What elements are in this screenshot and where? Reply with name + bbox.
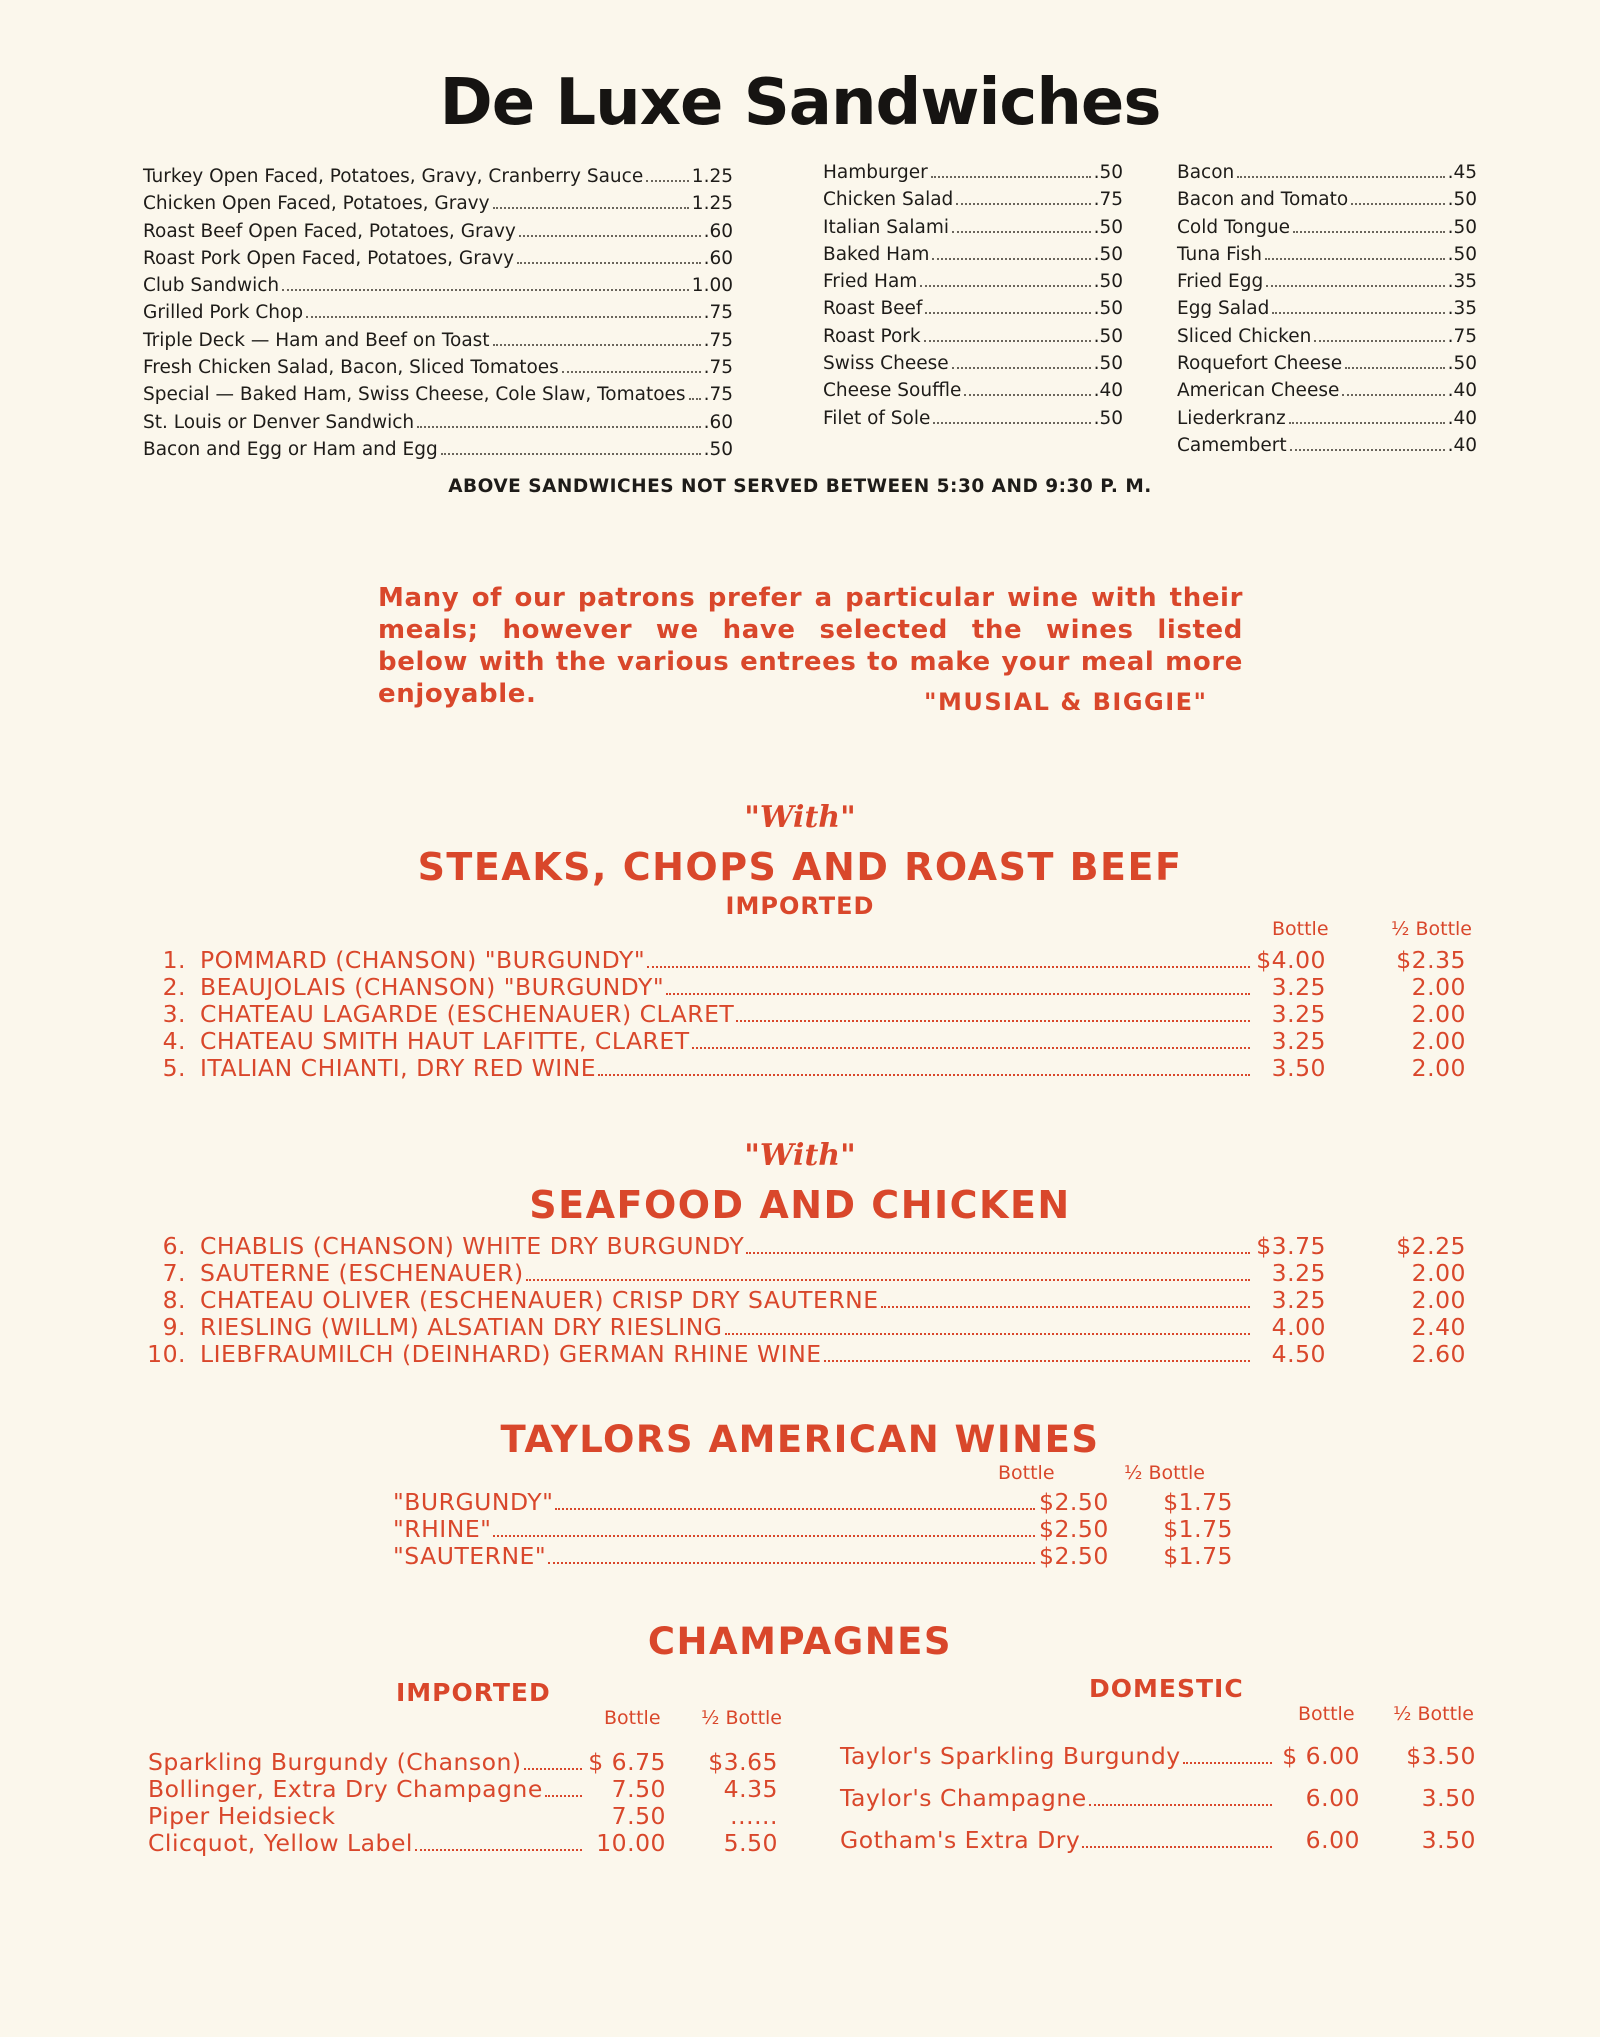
item-price: .75 [1447,325,1477,347]
bottle-price: 7.50 [611,1802,666,1830]
item-price: 1.00 [691,275,733,297]
item-price: .50 [1447,243,1477,265]
item-name: Club Sandwich [143,275,280,297]
champagne-name: Piper Heidsieck [148,1802,336,1830]
sandwich-column-3 [1177,162,1477,462]
item-name: Fried Egg [1177,271,1264,293]
wine-number: 5. [162,1054,186,1082]
with-heading: "With" [744,1138,856,1173]
item-name: Swiss Cheese [823,353,949,375]
item-name: Fried Ham [823,271,918,293]
wine-row [146,1286,1466,1313]
leader-dots [526,1279,1250,1281]
item-price: .50 [1093,162,1123,183]
item-price: .40 [1093,380,1123,402]
item-price: .75 [1093,189,1123,211]
item-price: .50 [1447,189,1477,211]
item-price: .75 [703,329,733,351]
item-price: 1.25 [691,193,733,215]
half-bottle-price: 3.50 [1421,1826,1476,1854]
champagne-row [148,1775,778,1802]
list-item [1177,162,1477,189]
wine-name: CHATEAU LAGARDE (ESCHENAUER) CLARET [200,1000,735,1028]
half-bottle-price: 2.00 [1411,1286,1466,1314]
leader-dots [493,1535,1035,1537]
leader-dots [1289,422,1445,424]
wine-row [146,973,1466,1000]
list-item [1177,353,1477,380]
bottle-price: 3.25 [1271,1027,1326,1055]
item-price: .75 [703,384,733,406]
wine-row [146,1027,1466,1054]
wine-number: 4. [162,1027,186,1055]
half-bottle-price: $2.25 [1396,1232,1466,1260]
item-name: Triple Deck — Ham and Beef on Toast [143,329,490,351]
leader-dots [306,316,700,318]
item-name: Cheese Souffle [823,380,962,402]
list-item [1177,326,1477,353]
half-bottle-price: $1.75 [1163,1515,1233,1543]
half-bottle-price: 2.00 [1411,973,1466,1001]
leader-dots [1082,1846,1272,1848]
leader-dots [555,1508,1035,1510]
leader-dots [562,371,701,373]
taylors-section-title: TAYLORS AMERICAN WINES [500,1418,1100,1461]
champagne-row [840,1742,1476,1769]
imported-heading: IMPORTED [396,1678,551,1707]
item-name: Bacon and Tomato [1177,189,1349,211]
half-bottle-price: $3.50 [1406,1742,1476,1770]
item-price: .50 [1093,407,1123,429]
item-name: Filet of Sole [823,407,931,429]
with-heading: "With" [744,800,856,835]
half-bottle-price: $1.75 [1163,1542,1233,1570]
list-item [143,357,733,384]
list-item [823,271,1123,298]
champagne-row [840,1826,1476,1853]
leader-dots [931,176,1091,178]
leader-dots [598,1074,1250,1076]
leader-dots [441,453,701,455]
item-name: Roast Beef Open Faced, Potatoes, Gravy [143,220,516,242]
list-item [143,302,733,329]
item-price: .50 [1093,216,1123,238]
bottle-price: 6.00 [1305,1784,1360,1812]
list-item [823,353,1123,380]
wine-name: LIEBFRAUMILCH (DEINHARD) GERMAN RHINE WINE [200,1340,822,1368]
item-price: .40 [1447,434,1477,456]
bottle-column-header: Bottle [1272,918,1329,940]
bottle-price: 3.25 [1271,1259,1326,1287]
leader-dots [933,422,1090,424]
leader-dots [338,1822,582,1824]
list-item [823,162,1123,189]
signature: "MUSIAL & BIGGIE" [924,688,1208,716]
item-name: Hamburger [823,162,928,183]
wine-number: 9. [162,1313,186,1341]
half-bottle-price: ...... [730,1802,778,1830]
leader-dots [881,1306,1250,1308]
wine-name: "RHINE" [393,1515,492,1543]
bottle-column-header: Bottle [998,1462,1055,1484]
leader-dots [1183,1762,1272,1764]
item-name: Tuna Fish [1177,243,1262,265]
bottle-price: 6.00 [1305,1826,1360,1854]
item-name: Roast Pork Open Faced, Potatoes, Gravy [143,247,515,269]
list-item [1177,217,1477,244]
leader-dots [746,1252,1250,1254]
item-name: Bacon [1177,162,1235,183]
bottle-price: 3.25 [1271,1286,1326,1314]
leader-dots [282,289,689,291]
bottle-price: $ 6.00 [1282,1742,1360,1770]
leader-dots [1342,394,1444,396]
wine-intro-text: Many of our patrons prefer a particular wine with their meals; however we have selected the wines listed below with the various entrees to make your meal more enjoyable. [378,583,1243,709]
page-title: De Luxe Sandwiches [439,66,1161,140]
list-item [823,189,1123,216]
wine-name: POMMARD (CHANSON) "BURGUNDY" [200,946,646,974]
wine-row [146,1000,1466,1027]
half-bottle-price: $1.75 [1163,1488,1233,1516]
steaks-section-subtitle: IMPORTED [725,892,875,920]
item-price: .50 [703,438,733,460]
leader-dots [519,235,701,237]
item-price: .35 [1447,271,1477,293]
wine-row [393,1488,1233,1515]
item-price: .50 [1093,353,1123,375]
list-item [143,166,733,193]
bottle-price: $3.75 [1256,1232,1326,1260]
bottle-price: 4.50 [1271,1340,1326,1368]
bottle-price: $4.00 [1256,946,1326,974]
item-name: Roast Pork [823,325,921,347]
half-bottle-column-header: ½ Bottle [1393,1703,1474,1725]
item-name: Special — Baked Ham, Swiss Cheese, Cole Slaw, Tomatoes [143,384,686,406]
list-item [143,384,733,411]
list-item [143,275,733,302]
bottle-column-header: Bottle [1298,1703,1355,1725]
champagne-name: Bollinger, Extra Dry Champagne [148,1775,543,1803]
leader-dots [647,966,1250,968]
leader-dots [415,1849,582,1851]
bottle-price: $2.50 [1039,1542,1109,1570]
list-item [823,244,1123,271]
leader-dots [824,1360,1250,1362]
leader-dots [952,231,1091,233]
leader-dots [666,993,1250,995]
champagne-row [148,1802,778,1829]
item-price: .50 [1093,243,1123,265]
leader-dots [1293,231,1445,233]
half-bottle-price: 4.35 [723,1775,778,1803]
list-item [143,330,733,357]
wine-row [146,1054,1466,1081]
list-item [1177,435,1477,462]
list-item [823,326,1123,353]
leader-dots [689,398,701,400]
wine-name: CHATEAU OLIVER (ESCHENAUER) CRISP DRY SAUTERNE [200,1286,879,1314]
leader-dots [1272,312,1444,314]
item-price: .50 [1093,325,1123,347]
wine-name: "BURGUNDY" [393,1488,554,1516]
wine-number: 2. [162,973,186,1001]
wine-number: 10. [147,1340,186,1368]
list-item [1177,244,1477,271]
leader-dots [417,426,700,428]
wine-name: BEAUJOLAIS (CHANSON) "BURGUNDY" [200,973,665,1001]
list-item [143,248,733,275]
champagne-name: Gotham's Extra Dry [840,1826,1081,1854]
wine-row [393,1515,1233,1542]
item-price: .45 [1447,162,1477,183]
bottle-price: 3.50 [1271,1054,1326,1082]
domestic-heading: DOMESTIC [1089,1674,1244,1703]
item-price: .60 [703,411,733,433]
list-item [823,217,1123,244]
leader-dots [932,258,1090,260]
leader-dots [964,394,1090,396]
wine-number: 8. [162,1286,186,1314]
champagne-row [148,1748,778,1775]
list-item [143,412,733,439]
leader-dots [493,344,701,346]
item-name: Egg Salad [1177,298,1270,320]
item-price: .75 [703,302,733,324]
list-item [1177,408,1477,435]
leader-dots [924,340,1091,342]
wine-row [146,1340,1466,1367]
list-item [1177,380,1477,407]
leader-dots [1237,176,1444,178]
bottle-price: $2.50 [1039,1515,1109,1543]
wine-row [146,946,1466,973]
champagnes-section-title: CHAMPAGNES [647,1620,953,1663]
leader-dots [524,1768,582,1770]
leader-dots [925,312,1090,314]
leader-dots [725,1333,1250,1335]
item-name: Fresh Chicken Salad, Bacon, Sliced Tomatoes [143,357,559,379]
half-bottle-price: $2.35 [1396,946,1466,974]
half-bottle-column-header: ½ Bottle [1124,1462,1205,1484]
champagne-name: Clicquot, Yellow Label [148,1829,413,1857]
leader-dots [517,262,701,264]
item-name: Camembert [1177,434,1287,456]
list-item [823,380,1123,407]
item-price: .75 [703,357,733,379]
list-item [1177,271,1477,298]
leader-dots [548,1562,1035,1564]
half-bottle-price: 2.00 [1411,1054,1466,1082]
item-name: Cold Tongue [1177,216,1291,238]
list-item [1177,189,1477,216]
item-price: .60 [703,247,733,269]
item-name: Roast Beef [823,298,923,320]
sandwich-column-1 [143,166,733,466]
list-item [823,408,1123,435]
leader-dots [956,203,1090,205]
list-item [143,439,733,466]
wine-name: CHABLIS (CHANSON) WHITE DRY BURGUNDY [200,1232,745,1260]
wine-number: 6. [162,1232,186,1260]
leader-dots [1314,340,1444,342]
wine-name: "SAUTERNE" [393,1542,547,1570]
list-item [823,298,1123,325]
item-name: Grilled Pork Chop [143,302,304,324]
leader-dots [1089,1804,1272,1806]
list-item [143,193,733,220]
wine-name: CHATEAU SMITH HAUT LAFITTE, CLARET [200,1027,690,1055]
sandwich-hours-notice: ABOVE SANDWICHES NOT SERVED BETWEEN 5:30 AND 9:30 P. M. [448,476,1152,497]
wine-row [146,1259,1466,1286]
leader-dots [646,180,689,182]
item-price: .50 [1447,353,1477,375]
item-price: .60 [703,220,733,242]
half-bottle-price: 5.50 [723,1829,778,1857]
bottle-price: $2.50 [1039,1488,1109,1516]
leader-dots [952,367,1091,369]
leader-dots [736,1020,1250,1022]
item-price: 1.25 [691,166,733,187]
wine-row [393,1542,1233,1569]
half-bottle-column-header: ½ Bottle [1391,918,1472,940]
bottle-price: 3.25 [1271,973,1326,1001]
item-name: Turkey Open Faced, Potatoes, Gravy, Cranberry Sauce [143,166,644,187]
bottle-price: 4.00 [1271,1313,1326,1341]
half-bottle-price: 2.00 [1411,1000,1466,1028]
half-bottle-price: $3.65 [708,1748,778,1776]
seafood-section-title: SEAFOOD AND CHICKEN [529,1183,1071,1227]
item-name: Sliced Chicken [1177,325,1312,347]
half-bottle-price: 2.60 [1411,1340,1466,1368]
steaks-section-title: STEAKS, CHOPS AND ROAST BEEF [417,845,1183,889]
bottle-price: 3.25 [1271,1000,1326,1028]
champagne-row [840,1784,1476,1811]
wine-row [146,1313,1466,1340]
bottle-price: 10.00 [596,1829,666,1857]
item-name: Chicken Open Faced, Potatoes, Gravy [143,193,490,215]
leader-dots [1351,203,1444,205]
half-bottle-price: 2.00 [1411,1259,1466,1287]
half-bottle-price: 3.50 [1421,1784,1476,1812]
champagne-name: Sparkling Burgundy (Chanson) [148,1748,522,1776]
champagne-name: Taylor's Champagne [840,1784,1087,1812]
list-item [1177,298,1477,325]
bottle-column-header: Bottle [604,1707,661,1729]
half-bottle-column-header: ½ Bottle [701,1707,782,1729]
item-price: .50 [1447,216,1477,238]
item-price: .50 [1093,298,1123,320]
champagne-row [148,1829,778,1856]
wine-number: 7. [162,1259,186,1287]
leader-dots [1266,285,1444,287]
champagne-name: Taylor's Sparkling Burgundy [840,1742,1181,1770]
sandwich-column-2 [823,162,1123,435]
half-bottle-price: 2.40 [1411,1313,1466,1341]
wine-row [146,1232,1466,1259]
wine-number: 1. [162,946,186,974]
item-price: .40 [1447,380,1477,402]
leader-dots [1265,258,1445,260]
wine-number: 3. [162,1000,186,1028]
bottle-price: $ 6.75 [588,1748,666,1776]
leader-dots [920,285,1090,287]
item-name: Roquefort Cheese [1177,353,1343,375]
leader-dots [1290,449,1445,451]
item-name: Chicken Salad [823,189,954,211]
leader-dots [1345,367,1444,369]
item-price: .35 [1447,298,1477,320]
item-price: .50 [1093,271,1123,293]
bottle-price: 7.50 [611,1775,666,1803]
wine-name: SAUTERNE (ESCHENAUER) [200,1259,524,1287]
list-item [143,221,733,248]
leader-dots [692,1047,1250,1049]
item-name: Italian Salami [823,216,949,238]
item-name: St. Louis or Denver Sandwich [143,411,415,433]
item-name: Bacon and Egg or Ham and Egg [143,438,438,460]
leader-dots [545,1795,582,1797]
wine-name: ITALIAN CHIANTI, DRY RED WINE [200,1054,597,1082]
item-price: .40 [1447,407,1477,429]
half-bottle-price: 2.00 [1411,1027,1466,1055]
item-name: Baked Ham [823,243,930,265]
item-name: American Cheese [1177,380,1340,402]
wine-name: RIESLING (WILLM) ALSATIAN DRY RIESLING [200,1313,723,1341]
item-name: Liederkranz [1177,407,1286,429]
leader-dots [493,207,689,209]
